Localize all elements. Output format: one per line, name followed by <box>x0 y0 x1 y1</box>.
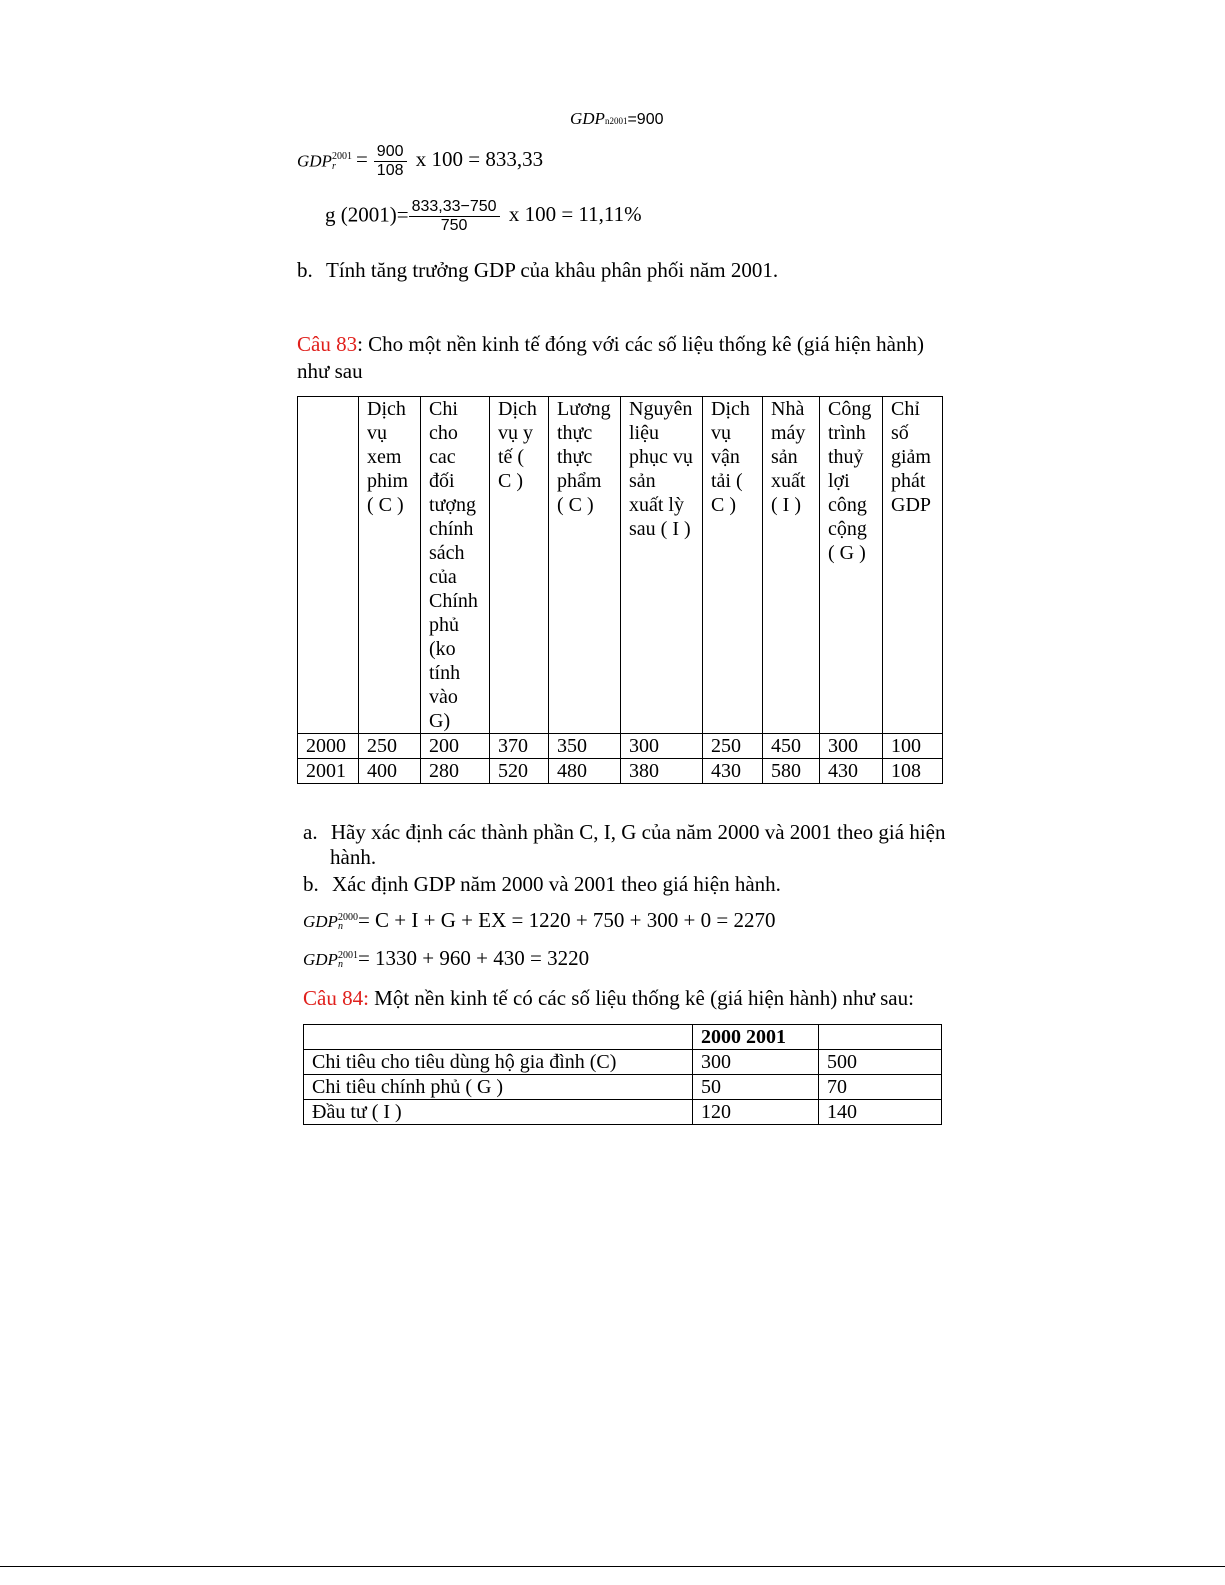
equation-gdp-2001 <box>303 946 589 971</box>
table-q83 <box>297 396 943 784</box>
table-cell: Đầu tư ( I ) <box>304 1100 693 1125</box>
equation-text: = 1330 + 960 + 430 = 3220 <box>357 946 590 970</box>
gdp-subscript: r <box>331 160 336 172</box>
gdp-symbol: GDP <box>303 912 338 931</box>
equals-sign: = <box>355 147 368 172</box>
formula-tail: x 100 = 833,33 <box>415 147 544 172</box>
table-cell: 100 <box>883 734 943 759</box>
table-cell: 50 <box>693 1075 819 1100</box>
table-row <box>298 734 943 759</box>
question-83-line1 <box>297 332 924 357</box>
table-cell: 580 <box>763 759 820 784</box>
item-a <box>303 820 945 845</box>
item-b-top <box>297 258 778 283</box>
formula-growth-2001 <box>325 198 642 235</box>
formula-tail: x 100 = 11,11% <box>508 202 642 227</box>
table-q84 <box>303 1024 942 1125</box>
table-cell: 2000 <box>298 734 359 759</box>
fraction <box>374 143 407 180</box>
equation-gdp-2000 <box>303 908 775 933</box>
table-row <box>304 1050 942 1075</box>
table-header-cell: Dịch vụ y tế ( C ) <box>490 397 549 734</box>
page-bottom-border <box>0 1566 1225 1567</box>
table-cell: 380 <box>621 759 703 784</box>
question-label: Câu 83 <box>297 332 358 356</box>
table-cell: 400 <box>359 759 421 784</box>
table-header-cell: Chi cho cac đối tượng chính sách của Chính phủ (ko tính vào G) <box>421 397 490 734</box>
table-row <box>298 759 943 784</box>
table-header-cell: Chỉ số giảm phát GDP <box>883 397 943 734</box>
table-header-cell: Công trình thuỷ lợi công cộng ( G ) <box>820 397 883 734</box>
list-marker: b. <box>303 872 319 896</box>
gdp-superscript: 2000 <box>337 912 358 924</box>
gdp-superscript: 2001 <box>331 150 352 162</box>
formula-gdp-real-2001 <box>297 143 543 180</box>
gdp-symbol: GDP <box>303 950 338 969</box>
question-text: Một nền kinh tế có các số liệu thống kê (giá hiện hành) như sau: <box>368 986 914 1010</box>
table-header-row <box>298 397 943 734</box>
table-row <box>304 1075 942 1100</box>
table-header-cell: Lương thực thực phẩm ( C ) <box>549 397 621 734</box>
table-header-cell: Nhà máy sản xuất ( I ) <box>763 397 820 734</box>
denominator: 750 <box>440 217 468 234</box>
table-cell: 450 <box>763 734 820 759</box>
table-header-row <box>304 1025 942 1050</box>
table-cell: 120 <box>693 1100 819 1125</box>
table-cell: 280 <box>421 759 490 784</box>
table-cell: 70 <box>819 1075 942 1100</box>
table-cell: 250 <box>703 734 763 759</box>
list-text: Hãy xác định các thành phần C, I, G của năm 2000 và 2001 theo giá hiện <box>330 820 946 844</box>
gdp-symbol: GDP <box>297 151 332 171</box>
question-text: : Cho một nền kinh tế đóng với các số liệu thống kê (giá hiện hành) <box>357 332 924 356</box>
table-row <box>304 1100 942 1125</box>
table-cell: 370 <box>490 734 549 759</box>
gdp-subscript: n <box>337 959 343 971</box>
gdp-value: =900 <box>627 111 664 128</box>
fraction <box>409 198 500 235</box>
table-cell: 250 <box>359 734 421 759</box>
gdp-subscript: n2001 <box>604 116 628 126</box>
table-cell: 300 <box>693 1050 819 1075</box>
table-cell: 480 <box>549 759 621 784</box>
item-b <box>303 872 781 897</box>
table-header-cell <box>298 397 359 734</box>
table-header-cell: Dịch vụ vận tải ( C ) <box>703 397 763 734</box>
list-marker: a. <box>303 820 318 844</box>
table-header-cell: Nguyên liệu phục vụ sản xuất lỳ sau ( I ) <box>621 397 703 734</box>
list-text: Tính tăng trưởng GDP của khâu phân phối năm 2001. <box>326 258 779 282</box>
equation-text: = C + I + G + EX = 1220 + 750 + 300 + 0 = 2270 <box>357 908 776 932</box>
table-cell: 300 <box>621 734 703 759</box>
growth-lhs: g (2001)= <box>325 202 409 227</box>
table-cell: 140 <box>819 1100 942 1125</box>
denominator: 108 <box>376 162 404 179</box>
table-cell: 200 <box>421 734 490 759</box>
list-text: Xác định GDP năm 2000 và 2001 theo giá hiện hành. <box>332 872 781 896</box>
table-cell: 300 <box>820 734 883 759</box>
formula-gdp-nominal-2001 <box>570 109 664 129</box>
gdp-symbol: GDP <box>570 109 605 128</box>
numerator: 833,33−750 <box>409 198 500 217</box>
table-header-cell <box>819 1025 942 1050</box>
table-header-cell: Dịch vụ xem phim ( C ) <box>359 397 421 734</box>
question-83-line2: như sau <box>297 359 363 383</box>
gdp-subscript: n <box>337 921 343 933</box>
question-84 <box>303 986 914 1011</box>
table-cell: Chi tiêu chính phủ ( G ) <box>304 1075 693 1100</box>
table-cell: 2001 <box>298 759 359 784</box>
table-cell: 430 <box>703 759 763 784</box>
table-cell: 520 <box>490 759 549 784</box>
table-header-cell: 2000 2001 <box>693 1025 819 1050</box>
gdp-superscript: 2001 <box>337 950 358 962</box>
numerator: 900 <box>374 143 407 162</box>
list-marker: b. <box>297 258 313 282</box>
item-a-continuation: hành. <box>330 845 377 869</box>
table-cell: 500 <box>819 1050 942 1075</box>
table-cell: Chi tiêu cho tiêu dùng hộ gia đình (C) <box>304 1050 693 1075</box>
question-label: Câu 84: <box>303 986 369 1010</box>
table-cell: 350 <box>549 734 621 759</box>
table-cell: 430 <box>820 759 883 784</box>
table-cell: 108 <box>883 759 943 784</box>
table-header-cell <box>304 1025 693 1050</box>
